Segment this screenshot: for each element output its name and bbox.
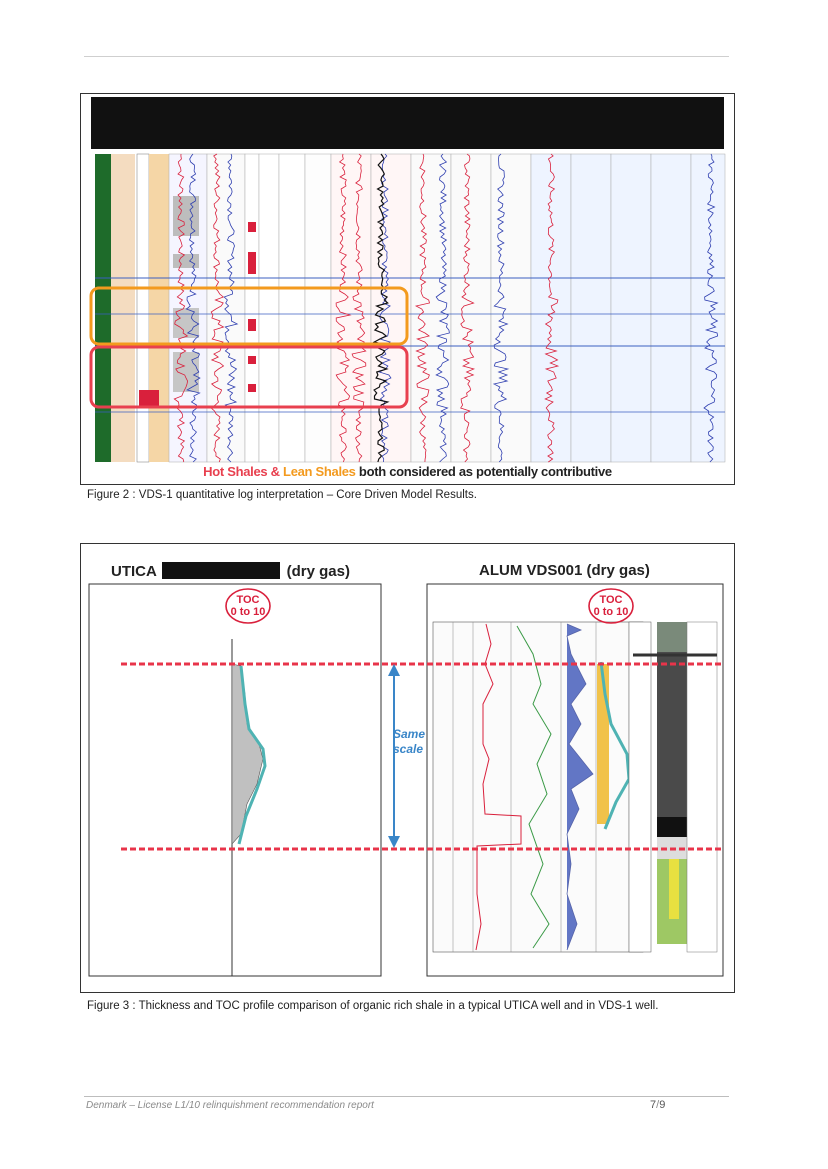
figure-2-log-panel (80, 93, 735, 485)
page-number: 7/9 (650, 1099, 666, 1111)
figure-3-graphic (81, 544, 734, 992)
alum-toc-label: TOC 0 to 10 (593, 594, 629, 618)
redacted-well-name (162, 562, 280, 579)
lean-shales-label: Lean Shales (283, 464, 356, 479)
utica-title: UTICA (dry gas) (111, 563, 350, 580)
footer-rule (84, 1096, 729, 1097)
ampersand-label: & (267, 464, 284, 479)
utica-toc-label: TOC 0 to 10 (230, 594, 266, 618)
alum-title: ALUM VDS001 (dry gas) (479, 562, 650, 579)
redacted-header-band (91, 97, 724, 149)
figure-2-log-graphic (81, 94, 734, 484)
contributive-label: both considered as potentially contributive (355, 464, 612, 479)
figure-2-caption: Figure 2 : VDS-1 quantitative log interpretation – Core Driven Model Results. (87, 489, 477, 501)
footer-report-title: Denmark – License L1/10 relinquishment recommendation report (86, 1100, 374, 1111)
hot-shales-label: Hot Shales (203, 464, 268, 479)
same-scale-label: Same scale (393, 727, 426, 756)
figure-2-shale-note (81, 464, 734, 479)
header-rule (84, 56, 729, 57)
figure-3-caption: Figure 3 : Thickness and TOC profile comparison of organic rich shale in a typical UTICA well and in VDS-1 well. (87, 1000, 659, 1012)
figure-3-comparison-panel (80, 543, 735, 993)
